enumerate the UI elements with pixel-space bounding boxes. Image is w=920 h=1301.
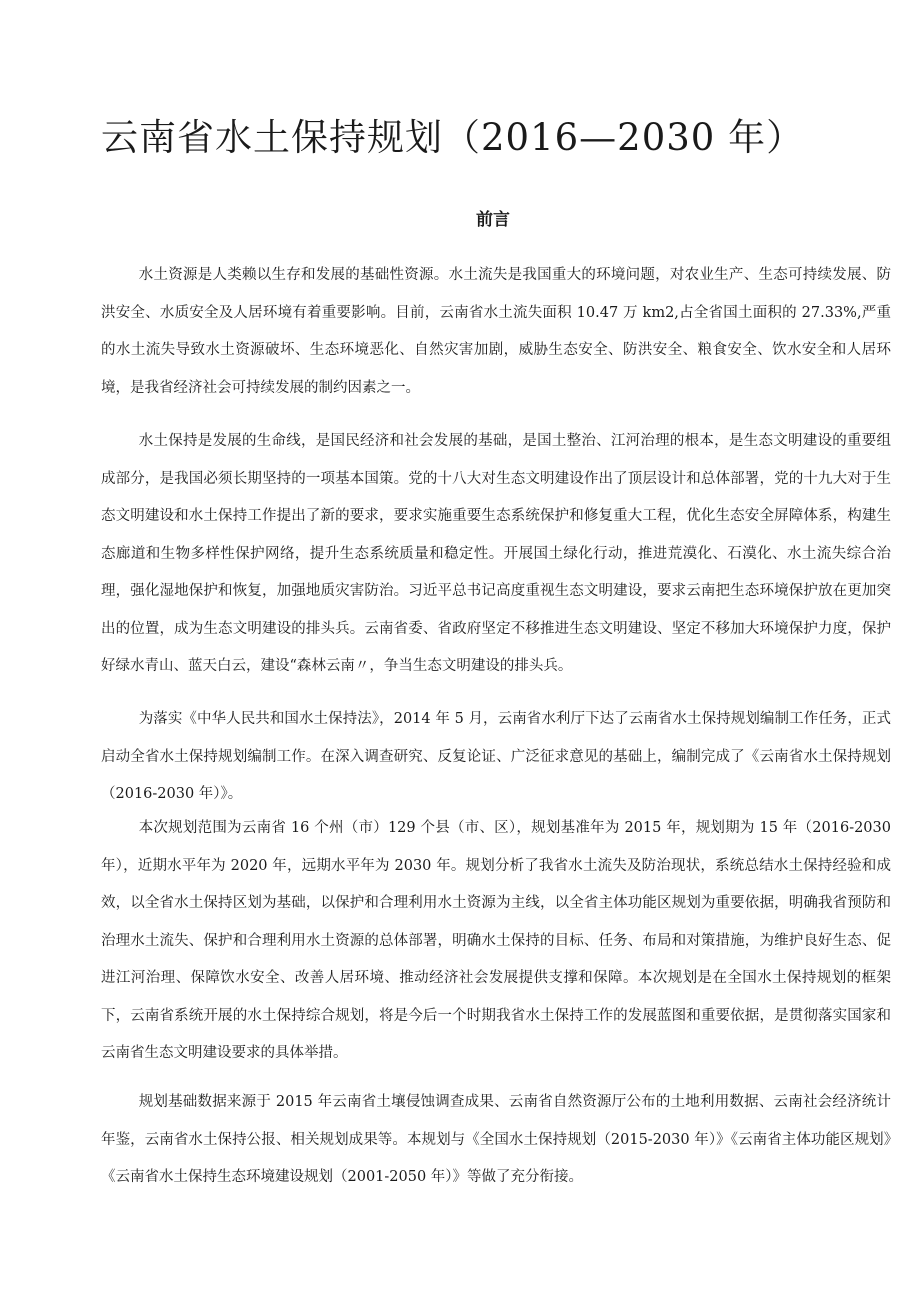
paragraph-4: 本次规划范围为云南省 16 个州（市）129 个县（市、区），规划基准年为 2015 年，规划期为 15 年（2016-2030 年），近期水平年为 2020 年，远期水平年为 2030 年。规划分析了我省水土流失及防治现状，系统总结水土保持经验和成效，以全省水土保持区划为基础，以保护和合理利用水土资源为主线，以全省主体功能区规划为重要依据，明确我省预防和治理水土流失、保护和合理利用水土资源的总体部署，明确水土保持的目标、任务、布局和对策措施，为维护良好生态、促进江河治理、保障饮水安全、改善人居环境、推动经济社会发展提供支撑和保障。本次规划是在全国水土保持规划的框架下，云南省系统开展的水土保持综合规划，将是今后一个时期我省水土保持工作的发展蓝图和重要依据，是贯彻落实国家和云南省生态文明建设要求的具体举措。 [101,820,891,1061]
section-heading-preface: 前言 [476,210,510,230]
document-title: 云南省水土保持规划（2016—2030 年） [101,116,805,159]
paragraph-5: 规划基础数据来源于 2015 年云南省土壤侵蚀调查成果、云南省自然资源厅公布的土地利用数据、云南社会经济统计年鉴，云南省水土保持公报、相关规划成果等。本规划与《全国水土保持规划（2015-2030 年）》《云南省主体功能区规划》《云南省水土保持生态环境建设规划（2001-2050 年）》等做了充分衔接。 [101,1094,891,1185]
paragraph-2: 水土保持是发展的生命线，是国民经济和社会发展的基础，是国土整治、江河治理的根本，是生态文明建设的重要组成部分，是我国必须长期坚持的一项基本国策。党的十八大对生态文明建设作出了顶层设计和总体部署，党的十九大对于生态文明建设和水土保持工作提出了新的要求，要求实施重要生态系统保护和修复重大工程，优化生态安全屏障体系，构建生态廊道和生物多样性保护网络，提升生态系统质量和稳定性。开展国土绿化行动，推进荒漠化、石漠化、水土流失综合治理，强化湿地保护和恢复，加强地质灾害防治。习近平总书记高度重视生态文明建设，要求云南把生态环境保护放在更加突出的位置，成为生态文明建设的排头兵。云南省委、省政府坚定不移推进生态文明建设、坚定不移加大环境保护力度，保护好绿水青山、蓝天白云，建设“森林云南〃，争当生态文明建设的排头兵。 [101,433,891,674]
paragraph-1: 水土资源是人类赖以生存和发展的基础性资源。水土流失是我国重大的环境问题，对农业生产、生态可持续发展、防洪安全、水质安全及人居环境有着重要影响。目前，云南省水土流失面积 10.47 万 km2,占全省国土面积的 27.33%,严重的水土流失导致水土资源破坏、生态环境恶化、自然灾害加剧，威胁生态安全、防洪安全、粮食安全、饮水安全和人居环境，是我省经济社会可持续发展的制约因素之一。 [101,267,891,396]
paragraph-3: 为落实《中华人民共和国水土保持法》，2014 年 5 月，云南省水利厅下达了云南省水土保持规划编制工作任务，正式启动全省水土保持规划编制工作。在深入调查研究、反复论证、广泛征求意见的基础上，编制完成了《云南省水土保持规划（2016-2030 年）》。 [101,711,891,802]
